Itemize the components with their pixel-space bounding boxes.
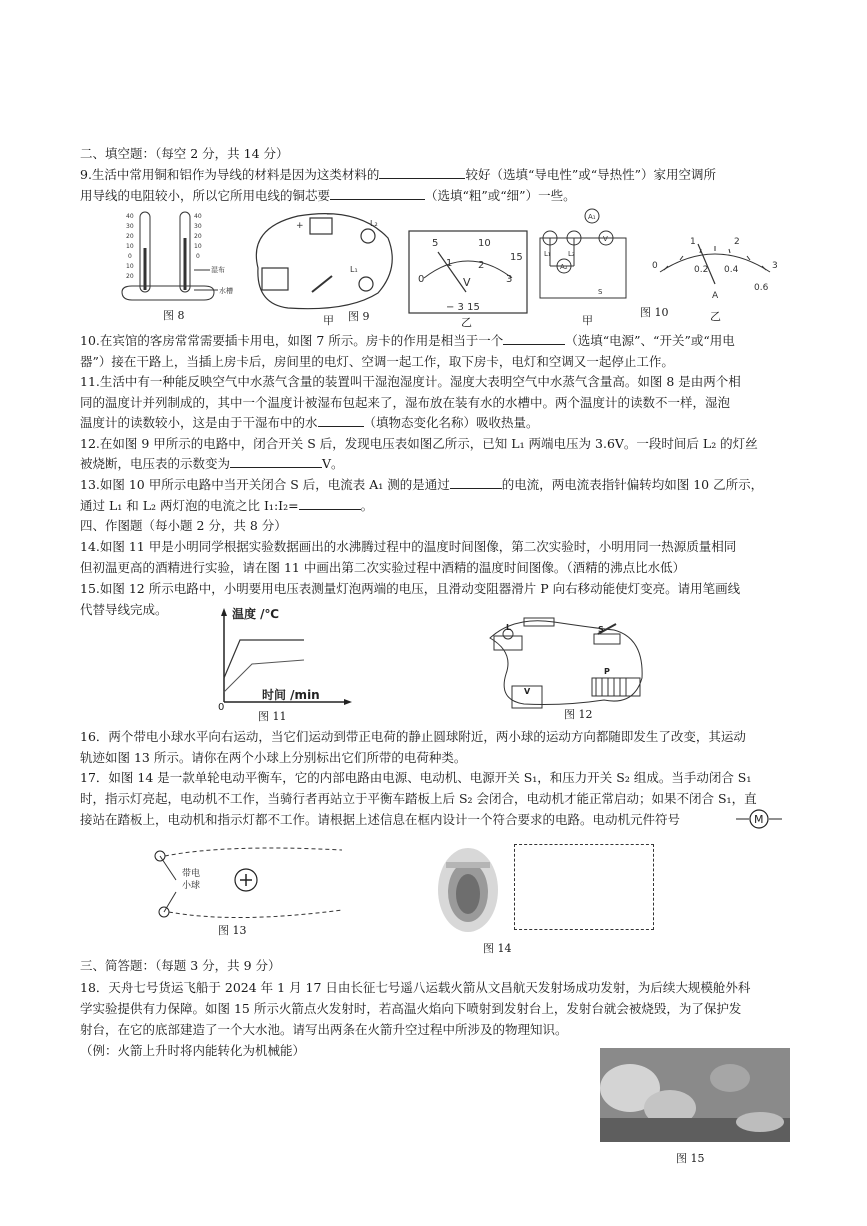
q12-line-2 <box>80 456 344 472</box>
fig9-caption: 图 9 <box>348 310 370 323</box>
fig10-ammeter-b <box>650 232 780 304</box>
q10-text-1a: 10.在宾馆的客房常常需要插卡用电，如图 7 所示。房卡的作用是相当于一个 <box>80 333 504 348</box>
q11-text-3a: 温度计的读数较小，这是由于干湿布中的水 <box>80 415 318 430</box>
fig15-rocket-launch-image <box>600 1048 790 1142</box>
svg-text:30: 30 <box>194 223 202 230</box>
fig13-ball-label: 带电小球 <box>182 869 201 891</box>
svg-text:V: V <box>603 235 608 243</box>
q12-text-2b: V。 <box>322 456 344 471</box>
svg-text:P: P <box>604 667 610 676</box>
q11-line-2: 同的温度计并列制成的，其中一个温度计被湿布包起来了，湿布放在装有水的水槽中。两个温度计的读数不一样，湿泡 <box>80 395 731 410</box>
svg-text:5: 5 <box>432 238 439 249</box>
q13-blank-1[interactable] <box>450 477 502 489</box>
svg-text:S: S <box>598 625 604 634</box>
q11-text-3b: （填物态变化名称）吸收热量。 <box>363 415 539 430</box>
q13-line-1 <box>80 477 763 493</box>
svg-text:10: 10 <box>126 263 134 270</box>
svg-text:40: 40 <box>126 213 134 220</box>
fig11-caption: 图 11 <box>258 710 287 723</box>
q11-line-1: 11.生活中有一种能反映空气中水蒸气含量的装置叫干湿泡湿度计。湿度大表明空气中水蒸气含量高。如图 8 是由两个相 <box>80 374 741 389</box>
svg-text:10: 10 <box>478 238 491 249</box>
motor-symbol-icon <box>736 808 782 830</box>
q13-line-2 <box>80 498 373 514</box>
svg-text:3: 3 <box>506 274 513 285</box>
q12-line-1: 12.在如图 9 甲所示的电路中，闭合开关 S 后，发现电压表如图乙所示，已知 L₁ 两端电压为 3.6V。一段时间后 L₂ 的灯丝 <box>80 436 758 451</box>
svg-text:−: − <box>326 210 334 220</box>
q18-line-3: 射台，在它的底部建造了一个大水池。请写出两条在火箭升空过程中所涉及的物理知识。 <box>80 1022 568 1037</box>
fig12-caption: 图 12 <box>564 708 593 721</box>
fig12-circuit <box>484 608 654 712</box>
fig10-label-a: 甲 <box>582 314 593 327</box>
fig11-graph <box>212 606 352 710</box>
fig9-circuit-a <box>248 208 400 313</box>
svg-text:L: L <box>506 623 512 632</box>
fig14-caption: 图 14 <box>483 942 512 955</box>
q15-line-1: 15.如图 12 所示电路中，小明要用电压表测量灯泡两端的电压，且滑动变阻器滑片 P 向右移动能使灯变亮。请用笔画线 <box>80 581 741 596</box>
q14-line-1: 14.如图 11 甲是小明同学根据实验数据画出的水沸腾过程中的温度时间图像，第二次实验时，小明用同一热源质量相同 <box>80 539 737 554</box>
fig13-caption: 图 13 <box>218 924 247 937</box>
svg-text:0: 0 <box>196 253 200 260</box>
q11-blank-1[interactable] <box>318 415 364 427</box>
section-draw-heading: 四、作图题（每小题 2 分，共 8 分） <box>80 518 287 533</box>
fig9-label-a: 甲 <box>323 314 334 327</box>
q15-line-2: 代替导线完成。 <box>80 602 168 617</box>
q13-text-1a: 13.如图 10 甲所示电路中当开关闭合 S 后，电流表 A₁ 测的是通过 <box>80 477 450 492</box>
q17-line-3 <box>80 812 680 828</box>
q13-text-1b: 的电流，两电流表指针偏转均如图 10 乙所示， <box>501 477 764 492</box>
fig9-voltmeter-b <box>408 230 528 314</box>
fig10-circuit-a <box>536 208 630 302</box>
fig10-ammeter-unit: A <box>712 291 719 301</box>
svg-text:0.4: 0.4 <box>724 265 739 275</box>
svg-text:40: 40 <box>194 213 202 220</box>
q9-line-2 <box>80 188 576 204</box>
section-short-heading: 三、简答题：（每题 3 分，共 9 分） <box>80 958 281 973</box>
q9-text-2a: 用导线的电阻较小，所以它所用电线的铜芯要 <box>80 188 331 203</box>
fig11-ylabel: 温度 /℃ <box>232 607 280 621</box>
q9-text-1b: 较好（选填“导电性”或“导热性”）家用空调所 <box>465 167 716 182</box>
svg-text:L₁: L₁ <box>544 250 551 258</box>
fig11-origin: 0 <box>218 702 225 710</box>
section-fill-heading: 二、填空题：（每空 2 分，共 14 分） <box>80 146 289 161</box>
fig14-balance-car-image <box>432 842 504 938</box>
q13-blank-2[interactable] <box>299 498 361 510</box>
q9-line-1 <box>80 167 716 183</box>
svg-text:A₂: A₂ <box>560 263 568 271</box>
svg-text:10: 10 <box>126 243 134 250</box>
q11-line-3 <box>80 415 539 431</box>
svg-text:1: 1 <box>446 258 453 269</box>
q17-line-1: 17．如图 14 是一款单轮电动平衡车，它的内部电路由电源、电动机、电源开关 S₁，和压力开关 S₂ 组成。当手动闭合 S₁ <box>80 770 752 785</box>
svg-text:0: 0 <box>128 253 132 260</box>
svg-text:0: 0 <box>418 274 425 285</box>
svg-text:30: 30 <box>126 223 134 230</box>
fig10-label-b: 乙 <box>710 310 721 323</box>
q12-text-2a: 被烧断，电压表的示数变为 <box>80 456 231 471</box>
svg-text:0.6: 0.6 <box>754 283 769 293</box>
fig9-voltmeter-unit: V <box>463 276 471 289</box>
svg-text:3: 3 <box>772 261 778 271</box>
svg-text:L₂: L₂ <box>370 219 378 228</box>
q10-line-1 <box>80 333 735 349</box>
fig8-label-tank: 水槽 <box>219 287 233 295</box>
fig13-trajectory <box>146 840 346 924</box>
svg-text:0.2: 0.2 <box>694 265 709 275</box>
svg-text:V: V <box>524 687 531 696</box>
q17-text-3: 接站在踏板上，电动机和指示灯都不工作。请根据上述信息在框内设计一个符合要求的电路。电动机元件符号 <box>80 812 681 827</box>
svg-text:− 3 15: − 3 15 <box>446 302 480 313</box>
svg-text:2: 2 <box>478 260 485 271</box>
fig11-water-curve <box>224 640 304 678</box>
circuit-design-box[interactable] <box>514 844 654 930</box>
fig8-caption: 图 8 <box>163 309 185 322</box>
svg-text:20: 20 <box>126 233 134 240</box>
q18-line-2: 学实验提供有力保障。如图 15 所示火箭点火发射时，若高温火焰向下喷射到发射台上，发射台就会被烧毁，为了保护发 <box>80 1001 742 1016</box>
q12-blank-1[interactable] <box>230 456 322 468</box>
q9-blank-2[interactable] <box>330 188 425 200</box>
svg-text:20: 20 <box>194 233 202 240</box>
svg-text:20: 20 <box>126 273 134 280</box>
svg-text:L₂: L₂ <box>568 250 575 258</box>
q9-text-1a: 9.生活中常用铜和铝作为导线的材料是因为这类材料的 <box>80 167 380 182</box>
svg-text:15: 15 <box>510 252 523 263</box>
q18-line-4: （例：火箭上升时将内能转化为机械能） <box>80 1043 306 1058</box>
q13-text-2a: 通过 L₁ 和 L₂ 两灯泡的电流之比 I₁:I₂= <box>80 498 299 513</box>
fig11-xlabel: 时间 /min <box>262 688 320 702</box>
svg-text:0: 0 <box>652 261 658 271</box>
svg-text:A₁: A₁ <box>588 213 596 221</box>
q16-line-1: 16．两个带电小球水平向右运动，当它们运动到带正电荷的静止圆球附近，两小球的运动方向都随即发生了改变，其运动 <box>80 729 746 744</box>
fig8-label-wet: 湿布 <box>211 266 225 274</box>
fig9-label-b: 乙 <box>461 316 472 329</box>
q9-blank-1[interactable] <box>379 167 465 179</box>
q9-text-2b: （选填“粗”或“细”）一些。 <box>425 188 576 203</box>
q16-line-2: 轨迹如图 13 所示。请你在两个小球上分别标出它们所带的电荷种类。 <box>80 750 467 765</box>
q10-blank-1[interactable] <box>503 333 565 345</box>
q10-line-2: 器”）接在干路上，当插上房卡后，房间里的电灯、空调一起工作，取下房卡，电灯和空调又一起停止工作。 <box>80 354 674 369</box>
svg-text:2: 2 <box>734 237 740 247</box>
svg-text:L₁: L₁ <box>350 265 358 274</box>
svg-text:1: 1 <box>690 237 696 247</box>
svg-text:S: S <box>598 288 603 296</box>
fig10-caption: 图 10 <box>640 306 669 319</box>
q13-text-2b: 。 <box>360 498 374 513</box>
q10-text-1b: （选填“电源”、“开关”或“用电 <box>565 333 735 348</box>
q14-line-2: 但初温更高的酒精进行实验，请在图 11 中画出第二次实验过程中酒精的温度时间图像。（酒精的沸点比水低） <box>80 560 686 575</box>
svg-text:+: + <box>296 221 304 231</box>
q18-line-1: 18．天舟七号货运飞船于 2024 年 1 月 17 日由长征七号遥八运载火箭从文昌航天发射场成功发射，为后续大规模舱外科 <box>80 980 751 995</box>
svg-text:10: 10 <box>194 243 202 250</box>
q17-line-2: 时，指示灯亮起，电动机不工作，当骑行者再站立于平衡车踏板上后 S₂ 会闭合，电动机才能正常启动；如果不闭合 S₁，直 <box>80 791 757 806</box>
fig15-caption: 图 15 <box>676 1152 705 1165</box>
motor-symbol-label: M <box>754 813 764 826</box>
fig8-thermometers <box>118 208 238 308</box>
